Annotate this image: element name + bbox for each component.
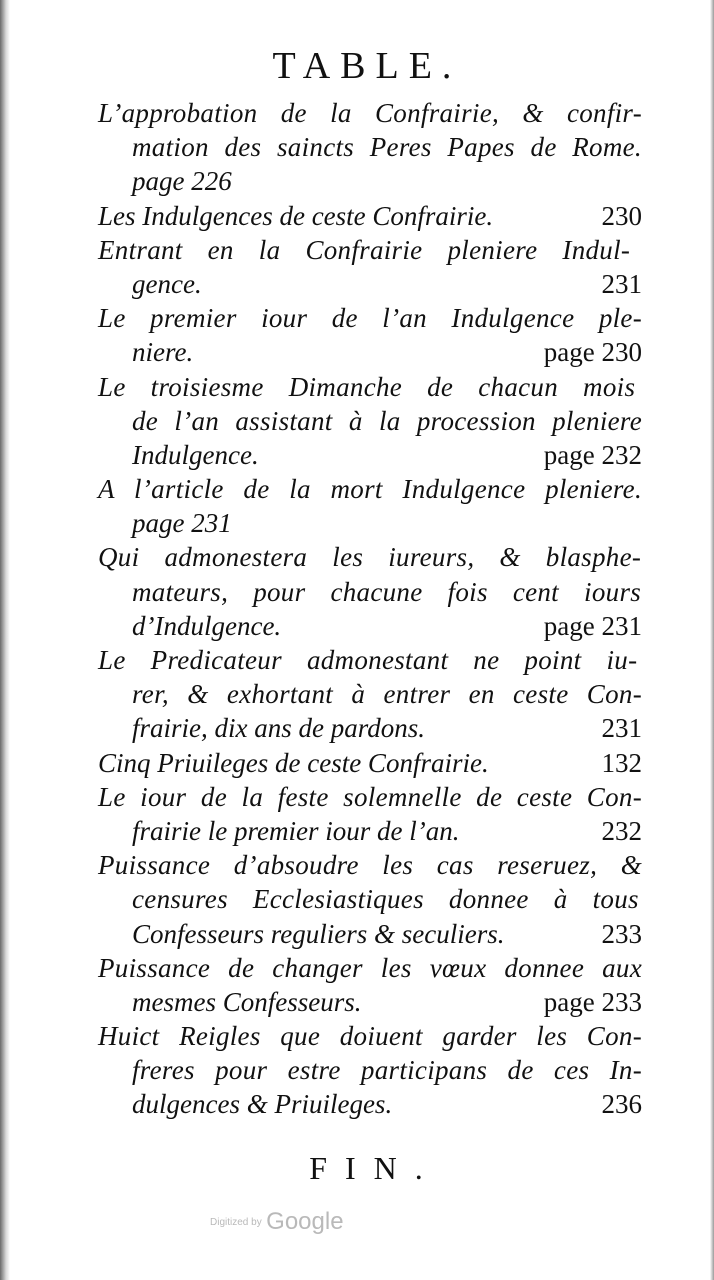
toc-page-number: 132 <box>601 747 642 778</box>
toc-page-number: 236 <box>601 1089 642 1120</box>
page-edge-right <box>710 0 714 1280</box>
toc-entry-text: Confesseurs reguliers & seculiers. <box>132 918 505 949</box>
toc-page-number: page 233 <box>543 986 642 1017</box>
toc-entry <box>98 1019 642 1122</box>
toc-entry-line <box>98 1019 642 1053</box>
page-edge-shadow <box>0 0 10 1280</box>
digitized-watermark <box>210 1208 344 1236</box>
toc-entry-line <box>98 575 642 609</box>
toc-entry-text: Le Predicateur admonestant ne point iu- <box>98 645 638 675</box>
toc-entry-text: dulgences & Priuileges. <box>132 1089 393 1120</box>
toc-page-number: page 230 <box>543 337 642 368</box>
toc-entry-text: Les Indulgences de ceste Confrairie. <box>98 200 494 231</box>
toc-page-number: page 232 <box>543 439 642 470</box>
toc-entry <box>98 780 642 848</box>
toc-entry-text: mateurs, pour chacune fois cent iours <box>132 576 642 607</box>
toc-entry-line <box>98 711 642 745</box>
toc-entry-text: Le premier iour de l’an Indulgence ple- <box>98 303 642 334</box>
toc-entry-text: Le iour de la feste solemnelle de ceste Con- <box>98 781 642 812</box>
toc-page-number: 231 <box>601 268 642 299</box>
toc-entry <box>98 301 642 369</box>
toc-entry-text: gence. <box>132 268 202 299</box>
toc-entry-line <box>98 643 642 677</box>
toc-entry <box>98 233 642 301</box>
toc-entry-text: mesmes Confesseurs. <box>132 986 362 1017</box>
toc-entry-text: de l’an assistant à la procession pleniere <box>132 405 642 436</box>
toc-entry-text: censures Ecclesiastiques donnee à tous <box>132 884 639 915</box>
toc-entry-line <box>98 506 642 540</box>
toc-entry-text: page 231 <box>132 508 232 539</box>
toc-entry-text: L’approbation de la Confrairie, & confir- <box>98 98 642 128</box>
toc-entry-line <box>98 233 642 267</box>
toc-entry-text: Puissance de changer les vœux donnee aux <box>98 952 642 983</box>
toc-entry-text: mation des saincts Peres Papes de Rome. <box>132 132 642 163</box>
toc-entry-line <box>98 301 642 335</box>
toc-entry <box>98 96 642 199</box>
toc-entry-line <box>98 882 642 916</box>
toc-entry-text: freres pour estre participans de ces In- <box>132 1055 642 1086</box>
toc-entry-text: Entrant en la Confrairie pleniere Indul- <box>98 234 631 265</box>
toc-entry-line <box>98 951 642 985</box>
toc-page-number: 230 <box>601 200 642 231</box>
watermark-brand: Google <box>266 1208 344 1235</box>
toc-entry-line <box>98 96 642 130</box>
toc-entry-line <box>98 267 642 301</box>
toc-entry <box>98 472 642 540</box>
toc-entry-text: frairie, dix ans de pardons. <box>132 713 425 744</box>
toc-entry-line <box>98 1053 642 1087</box>
toc-entry-line <box>98 780 642 814</box>
toc-entry-line <box>98 848 642 882</box>
toc-entry-line <box>98 472 642 506</box>
toc-entry-line <box>98 917 642 951</box>
watermark-prefix: Digitized by <box>210 1217 262 1228</box>
toc-entry-line <box>98 814 642 848</box>
toc-entry <box>98 848 642 951</box>
toc-entry-text: Le troisiesme Dimanche de chacun mois <box>98 371 636 402</box>
toc-entry-text: Qui admonestera les iureurs, & blasphe- <box>98 542 642 573</box>
toc-entry-text: page 226 <box>132 166 232 197</box>
toc-page-number: page 231 <box>543 610 642 641</box>
toc-entry-text: d’Indulgence. <box>132 610 282 641</box>
toc-entry-line <box>98 130 642 164</box>
toc-page-number: 232 <box>601 815 642 846</box>
toc-entry-line <box>98 370 642 404</box>
toc-entry-line <box>98 164 642 198</box>
toc-entry-line <box>98 677 642 711</box>
toc-entry <box>98 199 642 233</box>
toc-entry-line <box>98 540 642 574</box>
toc-entry-line <box>98 985 642 1019</box>
page-heading: TABLE. <box>272 45 462 87</box>
toc-entry <box>98 370 642 473</box>
toc-entry-line <box>98 199 642 233</box>
closing-word: FIN. <box>309 1150 441 1186</box>
toc-entry-text: Cinq Priuileges de ceste Confrairie. <box>98 747 489 778</box>
toc-entry-line <box>98 1087 642 1121</box>
toc-entry-text: frairie le premier iour de l’an. <box>132 815 460 846</box>
toc-entry <box>98 951 642 1019</box>
toc-entry-text: rer, & exhortant à entrer en ceste Con- <box>132 679 642 710</box>
toc-entry-line <box>98 438 642 472</box>
toc-entry-text: A l’article de la mort Indulgence pleniere. <box>98 474 642 505</box>
toc-entry <box>98 643 642 746</box>
toc-entry-line <box>98 335 642 369</box>
toc-entry-text: niere. <box>132 337 194 368</box>
toc-entry <box>98 746 642 780</box>
toc-entry-text: Indulgence. <box>132 439 259 470</box>
toc-entry-text: Puissance d’absoudre les cas reseruez, & <box>98 850 642 881</box>
toc-entry-text: Huict Reigles que doiuent garder les Con- <box>98 1021 642 1052</box>
toc-page-number: 233 <box>601 918 642 949</box>
toc-entry-line <box>98 404 642 438</box>
table-of-contents <box>98 96 642 1122</box>
toc-page-number: 231 <box>601 713 642 744</box>
toc-entry-line <box>98 746 642 780</box>
toc-entry <box>98 540 642 643</box>
toc-entry-line <box>98 609 642 643</box>
